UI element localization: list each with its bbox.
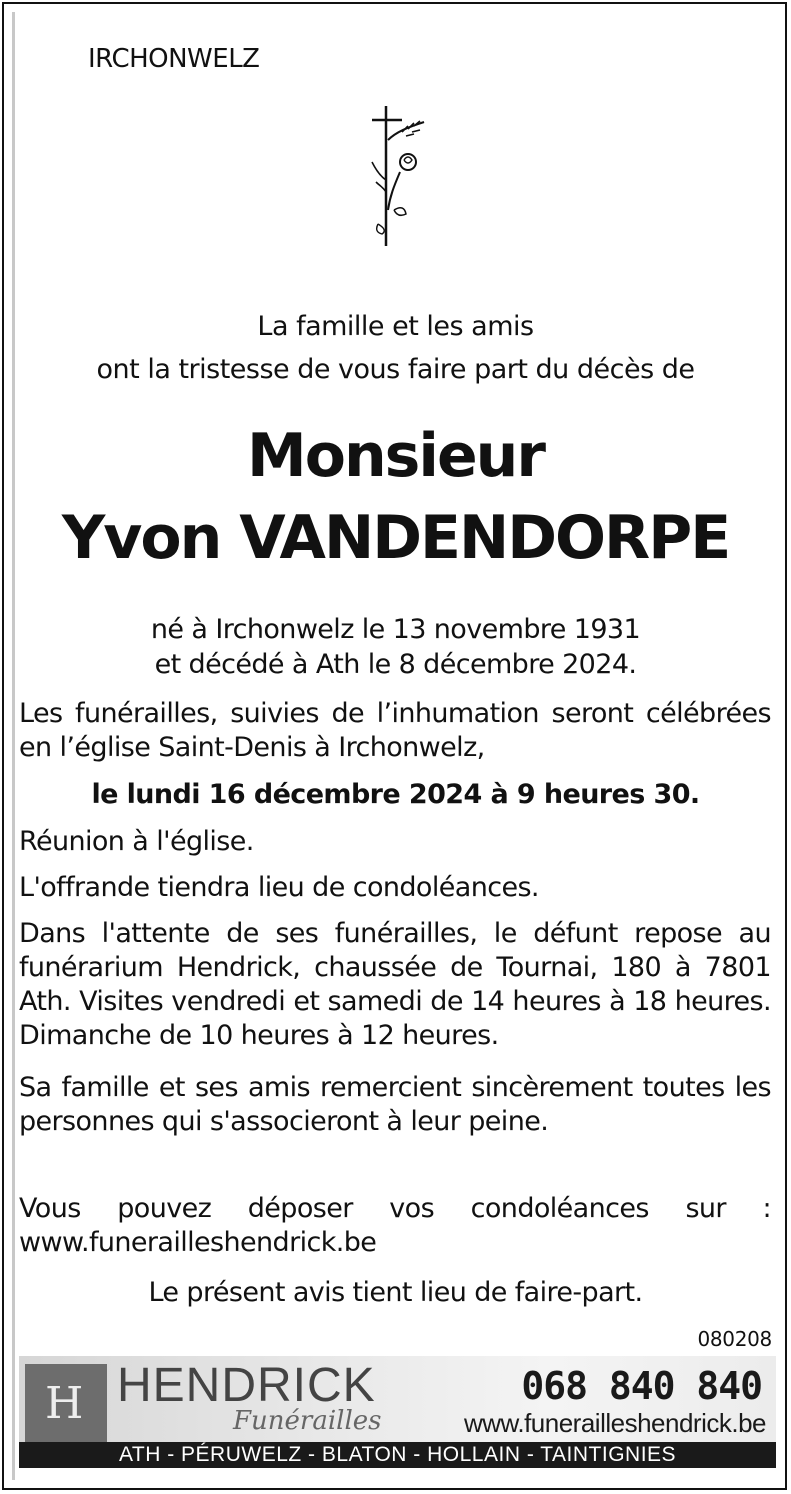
birth-line: né à Irchonwelz le 13 novembre 1931	[150, 614, 641, 645]
town-heading: IRCHONWELZ	[88, 44, 260, 74]
funeral-date: le lundi 16 décembre 2024 à 9 heures 30.	[91, 779, 700, 810]
visit-paragraph: Dans l'attente de ses funérailles, le défunt repose au funérarium Hendrick, chaussée de Tournai, 180 à 7801 Ath. Visites vendredi et samedi de 14 heures à 18 heures. Dimanche de 10 heures à 12 heures.	[19, 918, 771, 1051]
funeral-home-logo	[25, 1364, 107, 1442]
website-link[interactable]: www.funerailleshendrick.be	[463, 1408, 766, 1438]
reference-number: 080208	[697, 1327, 772, 1351]
offering-line: L'offrande tiendra lieu de condoléances.	[19, 872, 539, 903]
deceased-title: Monsieur	[247, 421, 544, 491]
condolences-paragraph: Vous pouvez déposer vos condoléances sur : www.funerailleshendrick.be	[19, 1193, 771, 1258]
intro-line-2: ont la tristesse de vous faire part du décès de	[96, 354, 695, 385]
locations-strip: ATH - PÉRUWELZ - BLATON - HOLLAIN - TAINTIGNIES	[19, 1442, 776, 1468]
meeting-line: Réunion à l'église.	[19, 826, 254, 857]
thanks-paragraph: Sa famille et ses amis remercient sincèrement toutes les personnes qui s'associeront à leur peine.	[19, 1072, 771, 1137]
intro-line-1: La famille et les amis	[257, 311, 534, 342]
brand-subtitle: Funérailles	[233, 1406, 382, 1436]
deceased-name: Yvon VANDENDORPE	[61, 503, 730, 573]
death-line: et décédé à Ath le 8 décembre 2024.	[154, 649, 637, 680]
logo-letter: H	[45, 1378, 84, 1429]
cross-with-rose-icon	[358, 100, 438, 250]
brand-name: HENDRICK	[117, 1359, 376, 1412]
funeral-home-banner	[19, 1356, 776, 1468]
funeral-paragraph: Les funérailles, suivies de l’inhumation seront célébrées en l’église Saint-Denis à Irchonwelz,	[19, 698, 771, 763]
phone-number: 068 840 840	[521, 1364, 762, 1408]
notice-line: Le présent avis tient lieu de faire-part.	[148, 1277, 643, 1308]
